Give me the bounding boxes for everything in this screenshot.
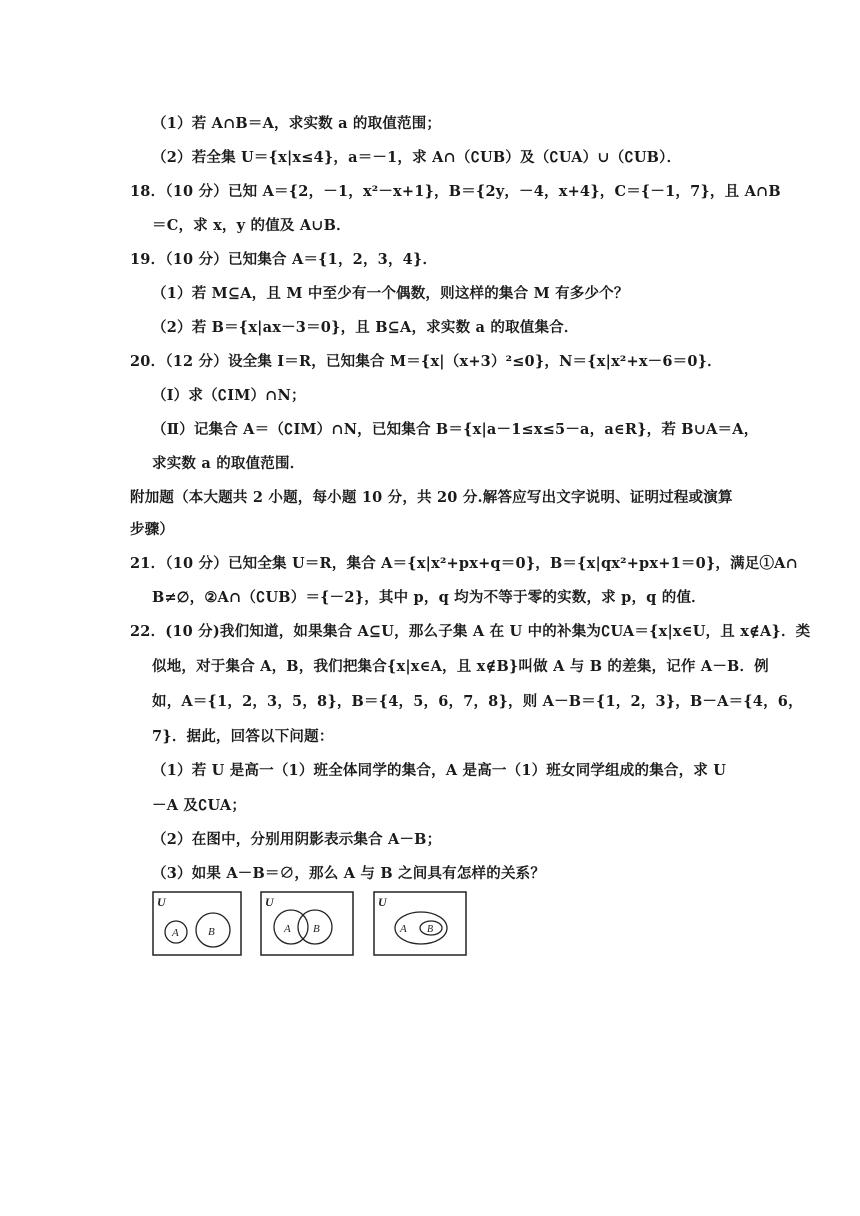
venn-diagram-disjoint — [152, 890, 244, 960]
q19-part2: （2）若 B＝{x|ax－3＝0}，且 B⊆A，求实数 a 的取值集合． — [152, 319, 579, 336]
q22-line4: 7}．据此，回答以下问题： — [152, 728, 334, 745]
q20-part2-line2: 求实数 a 的取值范围． — [152, 455, 305, 472]
q17-part1: （1）若 A∩B＝A，求实数 a 的取值范围； — [152, 115, 442, 132]
q17-part2: （2）若全集 U＝{x|x≤4}，a＝－1，求 A∩（∁UB）及（∁UA）∪（∁UB）． — [152, 149, 682, 166]
q22-line3: 如，A＝{1，2，3，5，8}，B＝{4，5，6，7，8}，则 A－B＝{1，2，3}，B－A＝{4，6， — [152, 693, 803, 710]
venn-diagram-overlapping — [260, 890, 356, 960]
q20-part1: （Ⅰ）求（∁IM）∩N； — [152, 387, 306, 404]
q22-line1: 22．(10 分)我们知道，如果集合 A⊆U，那么子集 A 在 U 中的补集为∁UA＝{x|x∈U，且 x∉A}．类 — [130, 623, 811, 640]
set-b-label: B — [208, 926, 215, 938]
q22-line2: 似地，对于集合 A，B，我们把集合{x|x∈A，且 x∉B}叫做 A 与 B 的差集，记作 A－B．例 — [152, 658, 769, 675]
q18-line1: 18．（10 分）已知 A＝{2，－1，x²－x+1}，B＝{2y，－4，x+4}，C＝{－1，7}，且 A∩B — [130, 183, 781, 200]
universe-label: U — [265, 895, 274, 909]
set-a-label: A — [284, 923, 291, 935]
q22-part1-line2: －A 及∁UA； — [152, 797, 247, 814]
set-b-label: B — [313, 923, 320, 935]
universe-box — [374, 892, 466, 955]
bonus-heading-line1: 附加题（本大题共 2 小题，每小题 10 分，共 20 分.解答应写出文字说明、证明过程或演算 — [130, 489, 733, 506]
universe-label: U — [157, 895, 166, 909]
set-b-label: B — [427, 924, 434, 935]
q22-part3: （3）如果 A－B＝∅，那么 A 与 B 之间具有怎样的关系？ — [152, 865, 546, 882]
venn-diagram-subset — [373, 890, 469, 960]
q18-line2: ＝C，求 x，y 的值及 A∪B． — [152, 217, 351, 234]
q19-stem: 19．（10 分）已知集合 A＝{1，2，3，4}． — [130, 251, 438, 268]
q21-line1: 21．（10 分）已知全集 U＝R，集合 A＝{x|x²+px+q＝0}，B＝{x|qx²+px+1＝0}，满足①A∩ — [130, 555, 798, 572]
q22-part2: （2）在图中，分别用阴影表示集合 A－B； — [152, 831, 442, 848]
bonus-heading-line2: 步骤） — [130, 521, 175, 538]
set-a-label: A — [400, 923, 407, 935]
universe-label: U — [378, 895, 387, 909]
q19-part1: （1）若 M⊆A，且 M 中至少有一个偶数，则这样的集合 M 有多少个？ — [152, 285, 629, 302]
q21-line2: B≠∅，②A∩（∁UB）＝{－2}，其中 p，q 均为不等于零的实数，求 p，q 的值． — [152, 589, 706, 606]
q20-part2-line1: （Ⅱ）记集合 A＝（∁IM）∩N，已知集合 B＝{x|a－1≤x≤5－a，a∈R}，若 B∪A＝A， — [152, 421, 759, 438]
set-a-label: A — [172, 927, 179, 939]
q22-part1-line1: （1）若 U 是高一（1）班全体同学的集合，A 是高一（1）班女同学组成的集合，求 U — [152, 762, 727, 779]
q20-stem: 20．（12 分）设全集 I＝R，已知集合 M＝{x|（x+3）²≤0}，N＝{x|x²+x－6＝0}． — [130, 353, 722, 370]
